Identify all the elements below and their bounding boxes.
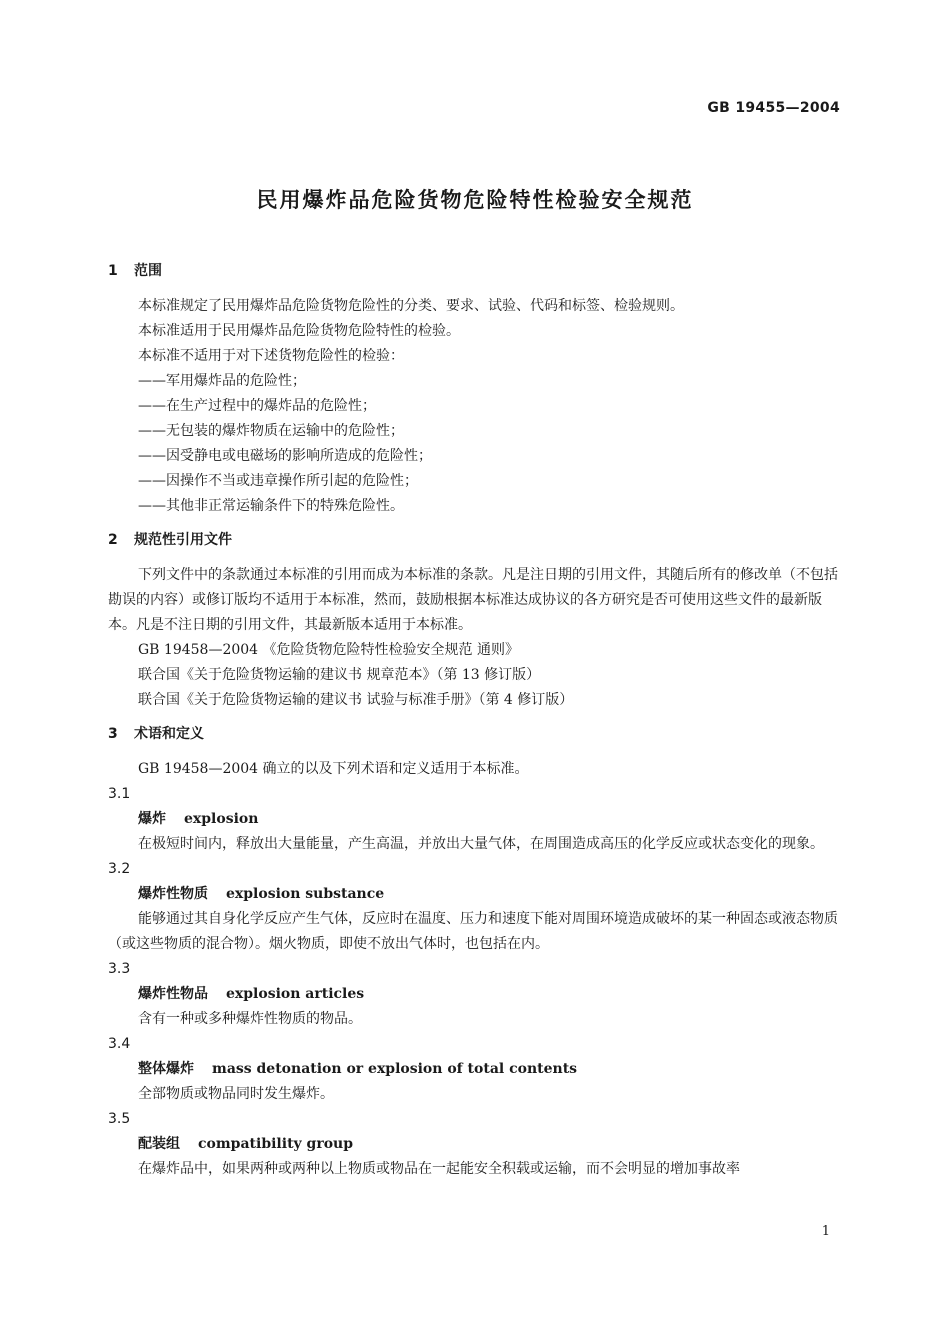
term-en: mass detonation or explosion of total contents: [212, 1061, 578, 1077]
section-number: 2: [108, 532, 118, 548]
term-en: explosion: [184, 811, 259, 827]
list-item: ——在生产过程中的爆炸品的危险性；: [138, 398, 376, 414]
term-definition: 能够通过其自身化学反应产生气体，反应时在温度、压力和速度下能对周围环境造成破坏的某一种固态或液态物质（或这些物质的混合物）。烟火物质，即使不放出气体时，也包括在内。: [108, 911, 838, 952]
list-item: ——其他非正常运输条件下的特殊危险性。: [138, 498, 404, 514]
reference-item: 联合国《关于危险货物运输的建议书 试验与标准手册》（第 4 修订版）: [138, 692, 574, 708]
paragraph: 本标准不适用于对下述货物危险性的检验：: [138, 348, 404, 364]
term-name: [108, 982, 842, 1007]
paragraph: GB 19458—2004 确立的以及下列术语和定义适用于本标准。: [138, 761, 529, 777]
term-en: compatibility group: [198, 1136, 354, 1152]
term-number: 3.5: [108, 1111, 131, 1127]
section-2-heading: [108, 529, 842, 551]
section-title: 术语和定义: [134, 726, 204, 742]
term-zh: 爆炸: [138, 811, 166, 827]
list-item: ——军用爆炸品的危险性；: [138, 373, 306, 389]
term-name: [108, 1057, 842, 1082]
section-1-heading: [108, 260, 842, 282]
page-number: 1: [821, 1224, 830, 1239]
term-zh: 爆炸性物品: [138, 986, 208, 1002]
term-number: 3.2: [108, 861, 131, 877]
document-body: [108, 260, 842, 1182]
section-title: 规范性引用文件: [134, 532, 232, 548]
term-definition: 含有一种或多种爆炸性物质的物品。: [138, 1011, 362, 1027]
section-number: 3: [108, 726, 118, 742]
list-item: ——因受静电或电磁场的影响所造成的危险性；: [138, 448, 432, 464]
term-zh: 爆炸性物质: [138, 886, 208, 902]
term-number: 3.1: [108, 786, 131, 802]
term-zh: 配装组: [138, 1136, 180, 1152]
section-3-heading: [108, 723, 842, 745]
term-name: [108, 1132, 842, 1157]
standard-number: GB 19455—2004: [707, 100, 840, 116]
paragraph: 下列文件中的条款通过本标准的引用而成为本标准的条款。凡是注日期的引用文件，其随后所有的修改单（不包括勘误的内容）或修订版均不适用于本标准，然而，鼓励根据本标准达成协议的各方研究是否可使用这些文件的最新版本。凡是不注日期的引用文件，其最新版本适用于本标准。: [108, 567, 838, 633]
section-title: 范围: [134, 263, 162, 279]
term-definition: 全部物质或物品同时发生爆炸。: [138, 1086, 334, 1102]
list-item: ——因操作不当或违章操作所引起的危险性；: [138, 473, 418, 489]
term-zh: 整体爆炸: [138, 1061, 194, 1077]
section-number: 1: [108, 263, 118, 279]
term-number: 3.4: [108, 1036, 131, 1052]
term-en: explosion substance: [226, 886, 385, 902]
term-number: 3.3: [108, 961, 131, 977]
term-definition: 在爆炸品中，如果两种或两种以上物质或物品在一起能安全积载或运输，而不会明显的增加事故率: [138, 1161, 740, 1177]
document-title: 民用爆炸品危险货物危险特性检验安全规范: [256, 188, 694, 212]
paragraph: 本标准规定了民用爆炸品危险货物危险性的分类、要求、试验、代码和标签、检验规则。: [138, 298, 684, 314]
term-en: explosion articles: [226, 986, 365, 1002]
list-item: ——无包装的爆炸物质在运输中的危险性；: [138, 423, 404, 439]
term-name: [108, 807, 842, 832]
reference-item: 联合国《关于危险货物运输的建议书 规章范本》（第 13 修订版）: [138, 667, 541, 683]
paragraph: 本标准适用于民用爆炸品危险货物危险特性的检验。: [138, 323, 460, 339]
term-definition: 在极短时间内，释放出大量能量，产生高温，并放出大量气体，在周围造成高压的化学反应或状态变化的现象。: [138, 836, 824, 852]
term-name: [108, 882, 842, 907]
reference-item: GB 19458—2004 《危险货物危险特性检验安全规范 通则》: [138, 642, 519, 658]
